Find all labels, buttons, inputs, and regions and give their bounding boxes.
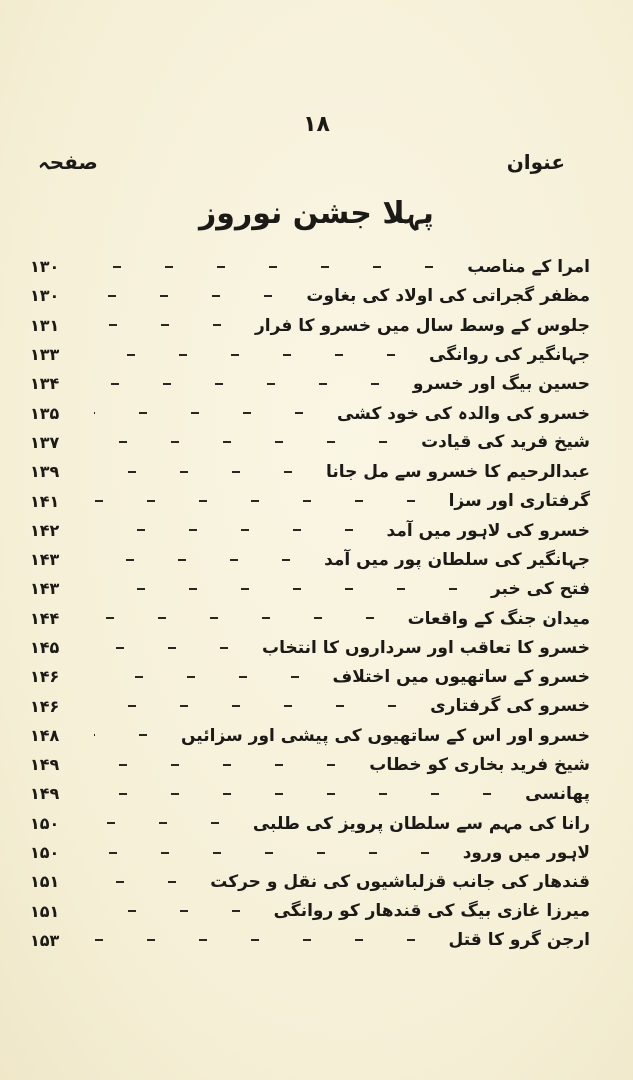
toc-entry [30, 691, 590, 720]
dash-leader [94, 763, 357, 766]
dash-leader [94, 412, 325, 415]
toc-entry [30, 281, 590, 310]
toc-entry-title: میدان جنگ کے واقعات [407, 608, 590, 629]
dash-leader [94, 822, 241, 825]
toc-entry-title: حسین بیگ اور خسرو [412, 373, 590, 394]
toc-entry-title: خسرو اور اس کے ساتھیوں کی پیشی اور سزائیں [181, 725, 590, 746]
dash-leader [94, 500, 437, 503]
toc-entry [30, 428, 590, 457]
toc-entry-page: ۱۵۱ [30, 872, 60, 892]
dash-leader [94, 675, 321, 678]
dash-leader [94, 705, 418, 708]
toc-entry-title: گرفتاری اور سزا [448, 491, 590, 512]
dash-leader [94, 910, 262, 913]
toc-entry-page: ۱۴۵ [30, 638, 60, 657]
toc-entry [30, 574, 590, 603]
toc-entry-title: جہانگیر کی سلطان پور میں آمد [324, 550, 590, 571]
toc-entry [30, 369, 590, 398]
dash-leader [94, 939, 437, 942]
toc-entry-title: مظفر گجراتی کی اولاد کی بغاوت [306, 285, 590, 306]
toc-entry-page: ۱۳۴ [30, 374, 60, 394]
toc-entry-page: ۱۵۰ [30, 813, 60, 833]
toc-entry [30, 340, 590, 369]
toc-entry-page: ۱۴۶ [30, 696, 60, 716]
toc-entry-title: خسرو کی گرفتاری [430, 696, 590, 717]
toc-entry-page: ۱۴۳ [30, 550, 60, 570]
toc-entry [30, 721, 590, 750]
dash-leader [94, 792, 513, 795]
toc-entry [30, 779, 590, 808]
dash-leader [94, 587, 479, 590]
toc-entry-page: ۱۴۴ [30, 608, 60, 628]
chapter-title: پہلا جشن نوروز [199, 196, 434, 231]
toc-entry-page: ۱۵۱ [30, 901, 60, 921]
toc-entry [30, 809, 590, 838]
toc-entry-page: ۱۳۰ [30, 286, 60, 306]
toc-entry [30, 457, 590, 486]
toc-entry-title: رانا کی مہم سے سلطان پرویز کی طلبی [252, 813, 590, 834]
dash-leader [94, 617, 396, 620]
toc-entry-title: فتح کی خبر [490, 578, 590, 599]
dash-leader [94, 734, 169, 737]
toc-entry-title: خسرو کی لاہور میں آمد [386, 520, 590, 541]
dash-leader [94, 558, 312, 561]
toc-entry-page: ۱۴۹ [30, 755, 60, 775]
toc-entry [30, 311, 590, 340]
toc-entry-page: ۱۵۳ [30, 930, 60, 950]
toc-entry-title: شیخ فرید کی قیادت [421, 432, 590, 453]
toc-entry [30, 897, 590, 926]
toc-entry-page: ۱۴۱ [30, 491, 60, 511]
toc-entry-title: خسرو کے ساتھیوں میں اختلاف [332, 667, 590, 688]
toc-entry-page: ۱۳۱ [30, 315, 60, 335]
dash-leader [94, 294, 294, 297]
toc-entry-title: لاہور میں ورود [462, 843, 590, 864]
toc-entry [30, 545, 590, 574]
toc-entry [30, 486, 590, 515]
toc-entry [30, 838, 590, 867]
toc-entry-title: امرا کے مناصب [467, 257, 590, 278]
topic-column-heading: عنوان [506, 150, 565, 174]
dash-leader [94, 529, 375, 532]
page-column-heading: صفحہ [38, 150, 98, 174]
toc-entry [30, 926, 590, 955]
toc-entry-page: ۱۴۸ [30, 725, 60, 745]
toc-entry-page: ۱۴۲ [30, 520, 60, 540]
toc-entry-title: ارجن گرو کا قتل [448, 930, 590, 951]
dash-leader [94, 382, 401, 385]
toc-entry-title: شیخ فرید بخاری کو خطاب [369, 754, 590, 775]
toc-entry-title: پھانسی [525, 783, 590, 804]
toc-entry [30, 750, 590, 779]
toc-entry-title: جلوس کے وسط سال میں خسرو کا فرار [255, 315, 590, 336]
dash-leader [94, 353, 417, 356]
toc-entry-title: میرزا غازی بیگ کی قندھار کو روانگی [273, 901, 590, 922]
dash-leader [94, 880, 198, 883]
toc-entry [30, 398, 590, 427]
toc-entry-title: خسرو کا تعاقب اور سرداروں کا انتخاب [262, 637, 590, 658]
toc-entry [30, 604, 590, 633]
table-of-contents [30, 252, 590, 955]
dash-leader [94, 324, 243, 327]
toc-entry-title: خسرو کی والدہ کی خود کشی [336, 403, 590, 424]
toc-entry [30, 867, 590, 896]
toc-entry-page: ۱۳۵ [30, 403, 60, 423]
toc-entry-page: ۱۳۳ [30, 345, 60, 365]
toc-entry [30, 662, 590, 691]
toc-entry-page: ۱۳۰ [30, 257, 60, 277]
dash-leader [94, 265, 455, 268]
toc-entry-page: ۱۵۰ [30, 843, 60, 863]
page-number: ۱۸ [303, 112, 330, 137]
toc-entry [30, 252, 590, 281]
toc-entry-page: ۱۴۹ [30, 784, 60, 804]
toc-entry-title: جہانگیر کی روانگی [429, 345, 590, 366]
toc-entry-title: عبدالرحیم کا خسرو سے مل جانا [325, 462, 590, 483]
dash-leader [94, 646, 250, 649]
toc-entry-page: ۱۴۳ [30, 579, 60, 599]
toc-entry [30, 516, 590, 545]
dash-leader [94, 441, 409, 444]
toc-entry-page: ۱۳۹ [30, 462, 60, 482]
toc-entry-page: ۱۳۷ [30, 432, 60, 452]
dash-leader [94, 851, 451, 854]
toc-entry [30, 633, 590, 662]
dash-leader [94, 470, 314, 473]
toc-entry-title: قندھار کی جانب قزلباشیوں کی نقل و حرکت [210, 871, 590, 892]
toc-entry-page: ۱۴۶ [30, 667, 60, 687]
